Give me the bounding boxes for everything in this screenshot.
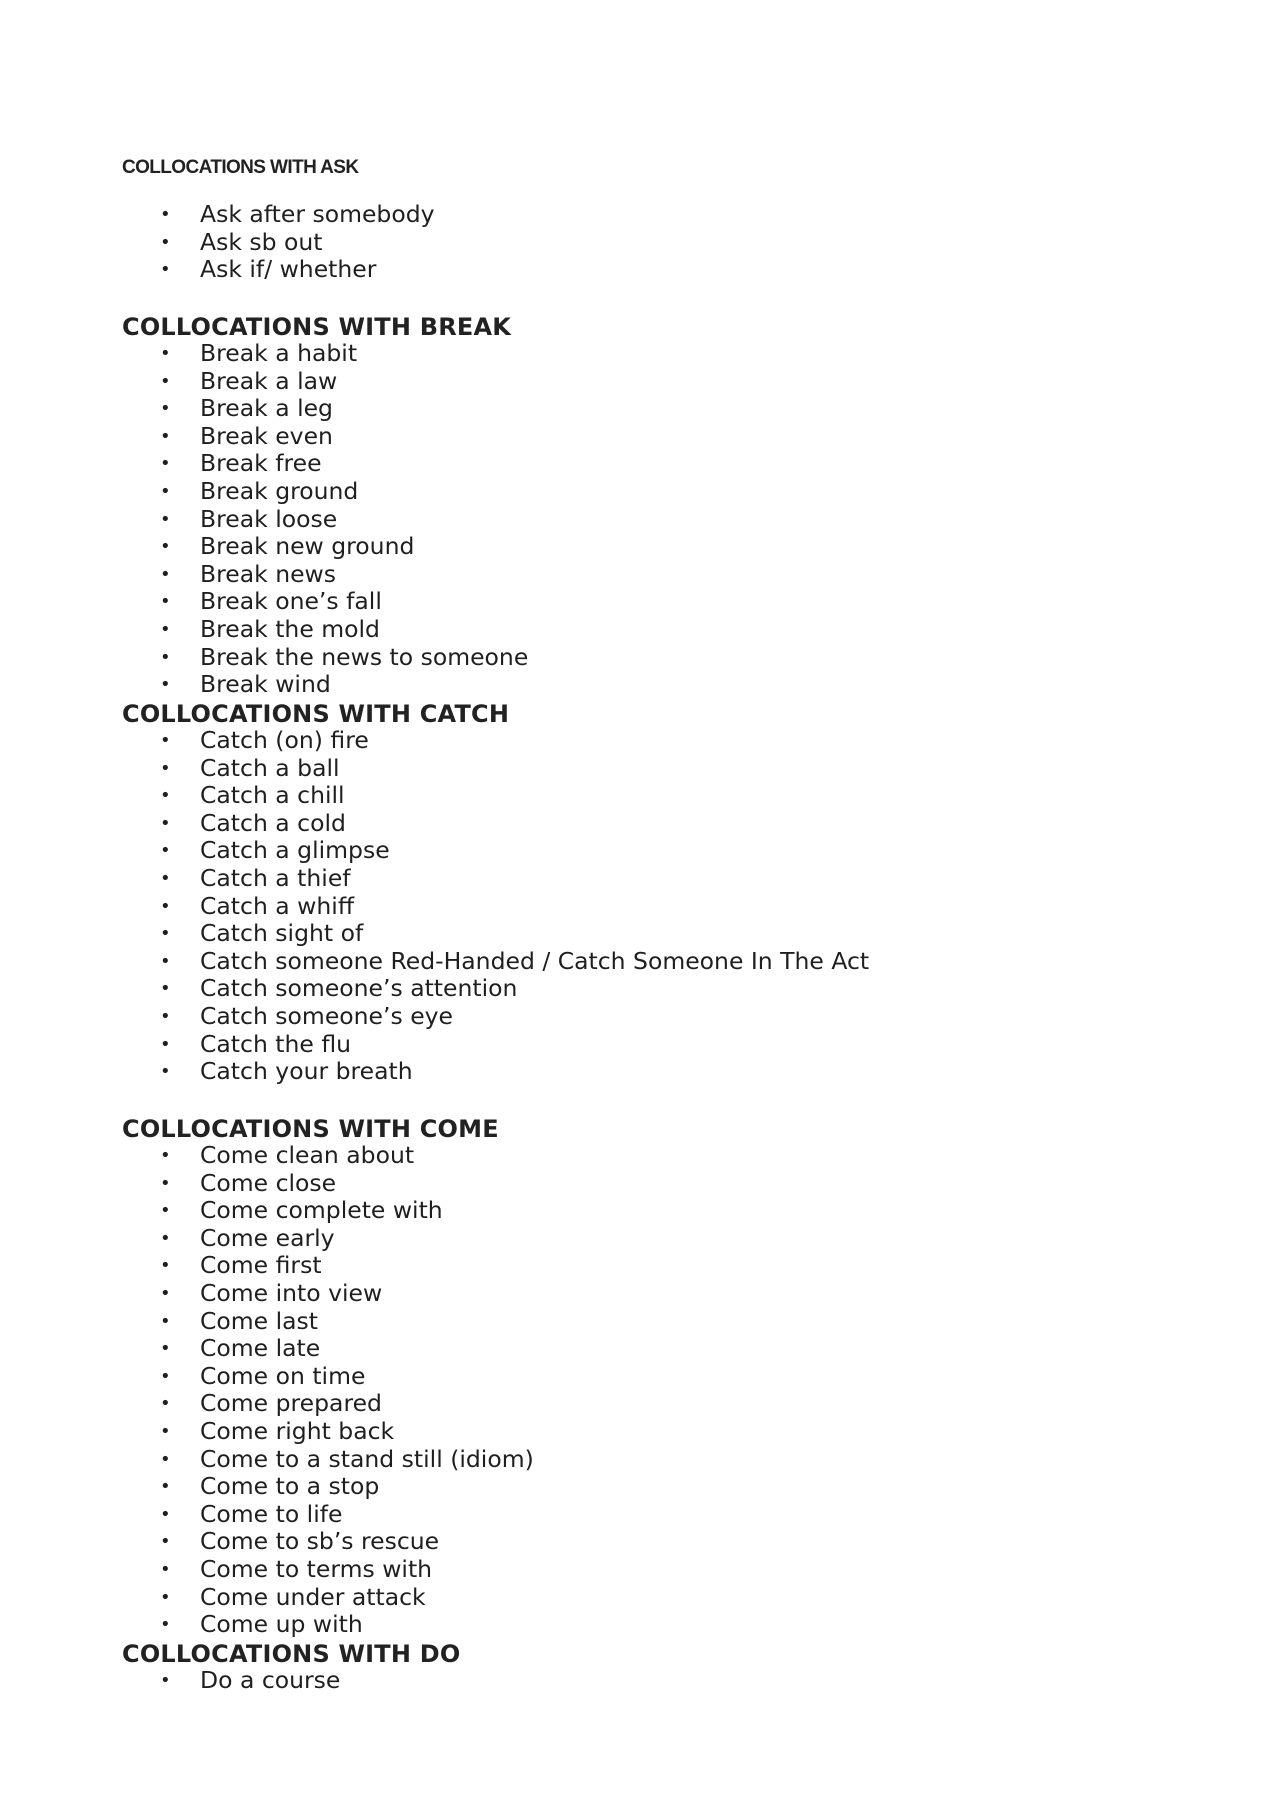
bullet-icon: • [160,536,171,558]
bullet-icon: • [160,674,171,696]
bullet-icon: • [160,1172,171,1194]
bullet-icon: • [160,812,171,834]
list-item: • Break ground [160,476,359,505]
list-item: • Come late [160,1334,321,1363]
list-item: • Come to a stand still (idiom) [160,1444,534,1473]
list-item: • Break even [160,421,333,450]
list-item: • Ask sb out [160,227,323,256]
bullet-icon: • [160,867,171,889]
bullet-icon: • [160,370,171,392]
bullet-icon: • [160,1005,171,1027]
bullet-icon: • [160,259,171,281]
list-item: • Come last [160,1306,318,1335]
bullet-icon: • [160,730,171,751]
list-item: • Come prepared [160,1389,382,1418]
bullet-icon: • [160,1227,171,1249]
list-item: • Break wind [160,670,331,699]
section-heading-do: COLLOCATIONS WITH DO [122,1640,461,1668]
list-item: • Break news [160,559,337,588]
bullet-icon: • [160,785,171,807]
list-item: • Come to terms with [160,1554,433,1583]
list-item: • Break one’s fall [160,587,382,616]
list-item: • Catch a cold [160,808,346,837]
bullet-icon: • [160,425,171,447]
bullet-icon: • [160,480,171,502]
list-item: • Catch someone Red-Handed / Catch Someone In The Act [160,946,870,975]
list-item: • Catch someone’s attention [160,974,518,1003]
section-heading-break: COLLOCATIONS WITH BREAK [122,313,512,341]
list-item: • Catch someone’s eye [160,1001,454,1030]
list-come [0,1142,534,1639]
list-item: • Break the mold [160,614,380,643]
list-item: • Break the news to someone [160,642,529,671]
list-item: • Catch a chill [160,781,345,810]
list-item: • Break a habit [160,339,358,367]
list-item: • Come close [160,1168,337,1197]
list-item: • Come complete with [160,1196,443,1225]
list-item: • Come under attack [160,1582,426,1611]
list-item: • Catch sight of [160,919,364,948]
bullet-icon: • [160,646,171,668]
bullet-icon: • [160,204,171,225]
bullet-icon: • [160,1448,171,1470]
bullet-icon: • [160,1145,171,1166]
list-item: • Ask if/ whether [160,255,377,284]
bullet-icon: • [160,1338,171,1360]
list-break [0,340,528,699]
bullet-icon: • [160,1420,171,1442]
list-item: • Break a leg [160,394,333,423]
list-item: • Catch a whiff [160,891,355,920]
list-item: • Come first [160,1251,322,1280]
bullet-icon: • [160,1282,171,1304]
bullet-icon: • [160,1531,171,1553]
bullet-icon: • [160,923,171,945]
bullet-icon: • [160,1061,171,1083]
bullet-icon: • [160,950,171,972]
bullet-icon: • [160,1365,171,1387]
list-item: • Break loose [160,504,338,533]
list-item: • Come right back [160,1416,395,1445]
section-heading-ask: COLLOCATIONS WITH ASK [122,157,359,178]
list-item: • Catch a glimpse [160,836,390,865]
list-item: • Come up with [160,1610,363,1639]
section-heading-come: COLLOCATIONS WITH COME [122,1115,499,1143]
list-item: • Do a course [160,1666,341,1694]
bullet-icon: • [160,563,171,585]
bullet-icon: • [160,978,171,1000]
bullet-icon: • [160,1200,171,1222]
bullet-icon: • [160,1670,171,1691]
list-ask [0,201,435,284]
list-item: • Come to sb’s rescue [160,1527,440,1556]
bullet-icon: • [160,1558,171,1580]
bullet-icon: • [160,398,171,420]
list-item: • Break free [160,449,322,478]
bullet-icon: • [160,895,171,917]
list-item: • Come to a stop [160,1472,380,1501]
bullet-icon: • [160,1033,171,1055]
bullet-icon: • [160,1476,171,1498]
bullet-icon: • [160,1310,171,1332]
bullet-icon: • [160,1393,171,1415]
list-item: • Come early [160,1223,335,1252]
bullet-icon: • [160,231,171,253]
list-item: • Catch your breath [160,1057,413,1086]
bullet-icon: • [160,840,171,862]
bullet-icon: • [160,757,171,779]
list-item: • Catch a ball [160,753,340,782]
list-item: • Break new ground [160,532,415,561]
list-item: • Catch (on) fire [160,726,369,754]
bullet-icon: • [160,508,171,530]
list-item: • Ask after somebody [160,200,435,228]
bullet-icon: • [160,618,171,640]
bullet-icon: • [160,1255,171,1277]
list-item: • Catch a thief [160,863,351,892]
bullet-icon: • [160,1503,171,1525]
bullet-icon: • [160,1586,171,1608]
list-item: • Come on time [160,1361,366,1390]
list-item: • Come clean about [160,1141,415,1169]
list-item: • Come to life [160,1499,343,1528]
bullet-icon: • [160,591,171,613]
bullet-icon: • [160,453,171,475]
list-catch [0,727,869,1086]
bullet-icon: • [160,1614,171,1636]
bullet-icon: • [160,343,171,364]
section-heading-catch: COLLOCATIONS WITH CATCH [122,700,510,728]
list-item: • Catch the flu [160,1029,352,1058]
list-do [0,1667,340,1695]
list-item: • Come into view [160,1278,383,1307]
list-item: • Break a law [160,366,338,395]
